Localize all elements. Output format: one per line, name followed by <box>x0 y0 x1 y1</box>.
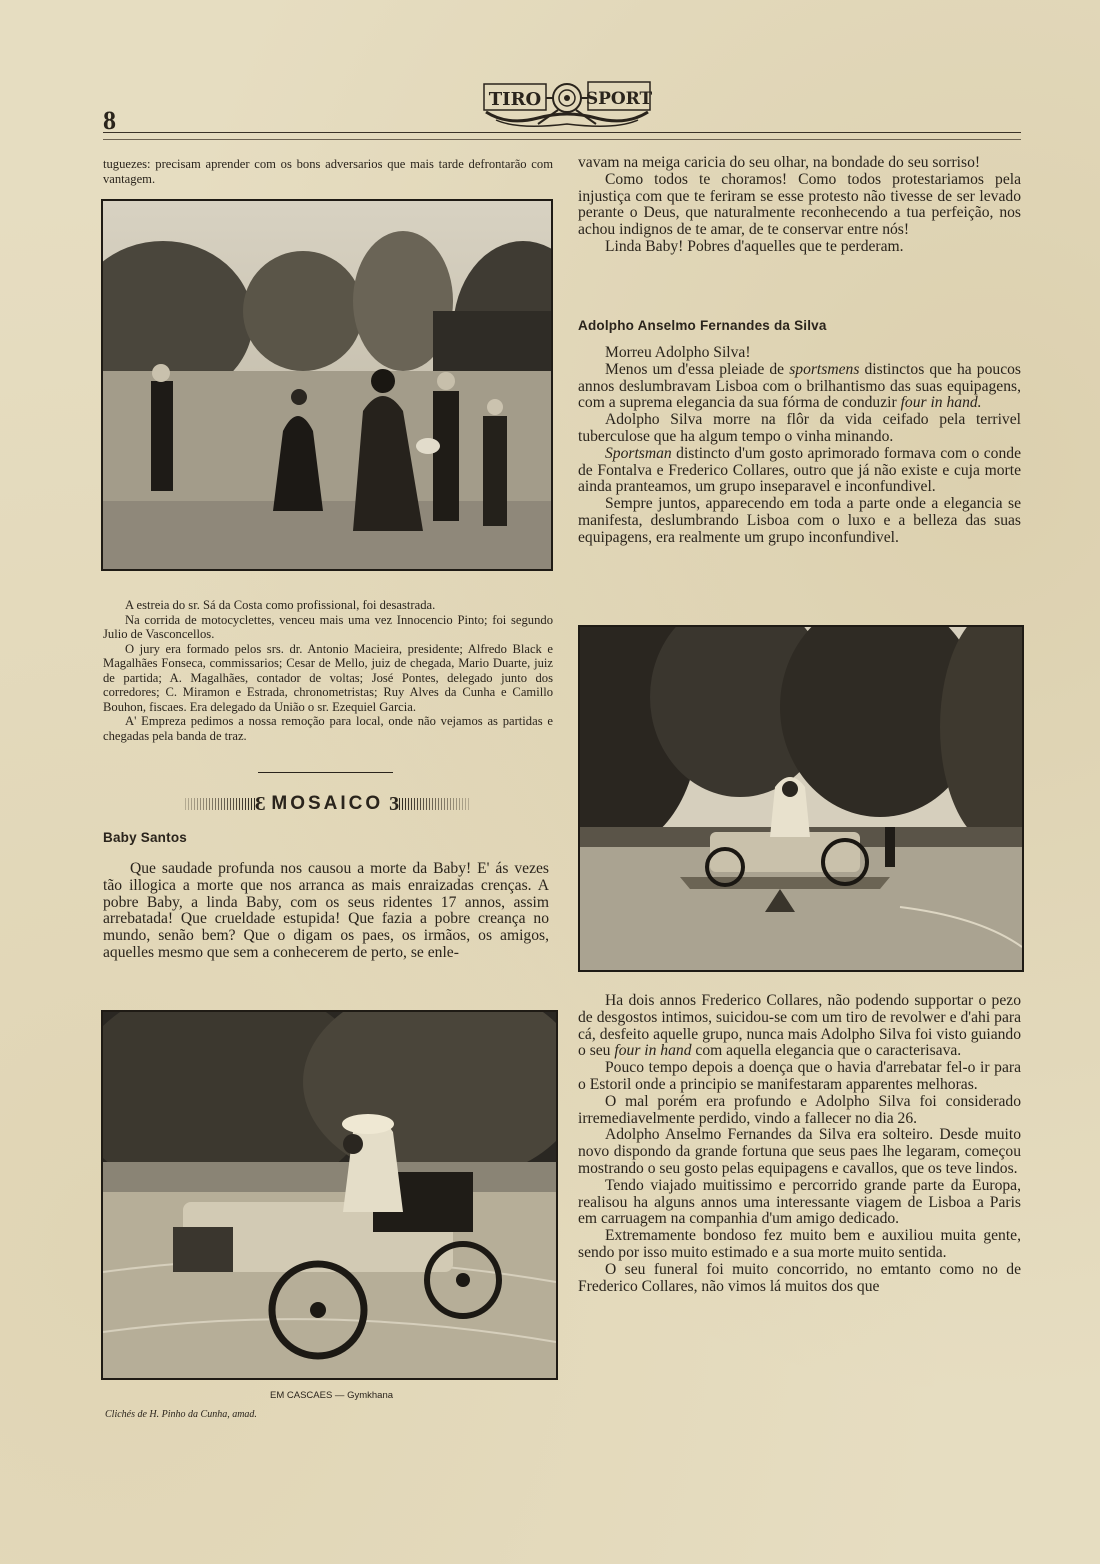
baby-heading-block <box>103 830 553 845</box>
adolpho-paragraph-5: Sempre juntos, apparecendo em toda a parte onde a elegancia se manifesta, deslumbrando Lisboa com o luxo e a belleza das suas equipagens, era realmente um grupo inconfundivel. <box>578 495 1021 546</box>
masthead-logo <box>478 72 656 130</box>
banner-ornament-right <box>399 798 469 810</box>
intro-paragraph: tuguezes: precisam aprender com os bons adversarios que mais tarde defrontarão com vantagem. <box>103 157 553 186</box>
photo-cascaes-gymkhana <box>101 1010 558 1380</box>
lower-p1-text-a: Ha dois annos Frederico Collares, não podendo supportar o pezo de desgostos intimos, suicidou-se com um tiro de revolwer e d'ahi para cá, desfeito aquelle grupo, nunca mais Adolpho Silva foi visto guiando o seu <box>578 992 1021 1060</box>
baby-continued-2: Como todos te choramos! Como todos protestariamos pela injustiça com que te feriram se esse protesto não tivesse de ser levado perante o Deus, que naturalmente reconhecendo a tua perfeição, nos achou indignos de te amar, de te conservar entre nós! <box>578 170 1021 239</box>
photo-race-officials-image <box>103 201 551 569</box>
header-rule-thin <box>103 139 1021 140</box>
baby-continued <box>578 155 1021 256</box>
lower-paragraph-6: Extremamente bondoso fez muito bem e auxiliou muita gente, sendo por isso muito estimado e a sua morte muito sentida. <box>578 1227 1021 1261</box>
race-paragraph-3: O jury era formado pelos srs. dr. Antonio Macieira, presidente; Alfredo Black e Magalhães Fonseca, commissarios; Cesar de Mello, juiz de chegada, Mario Duarte, juiz de partida; A. Magalhães, contador de voltas; José Pontes, delegado junto dos corredores; C. Miramon e Estrada, chronometristas; Ruy Alves da Cunha e Camillo Bouhon, fiscaes. Era delegado da União o sr. Ezequiel Garcia. <box>103 641 553 714</box>
race-paragraph-4: A' Empreza pedimos a nossa remoção para local, onde não vejamos as partidas e chegadas pela banda de traz. <box>103 714 553 743</box>
adolpho-p2-italic-a: sportsmens <box>789 360 860 378</box>
section-title: MOSAICO <box>271 793 384 814</box>
photo-car-ramp <box>578 625 1024 972</box>
adolpho-p2-text-b: distinctos que ha poucos annos deslumbravam Lisboa com o brilhantismo das suas equipagens, com a suprema elegancia da sua fórma de conduzir <box>578 360 1021 412</box>
banner-curl-right-icon: 3 <box>389 793 400 815</box>
race-report <box>103 598 553 743</box>
photo-cascaes-gymkhana-image <box>103 1012 556 1378</box>
adolpho-p2-text-a: Menos um d'essa pleiade de <box>605 360 790 378</box>
adolpho-paragraph-4 <box>578 446 1021 496</box>
photo-credit: Clichés de H. Pinho da Cunha, amad. <box>105 1409 257 1420</box>
race-paragraph-1: A estreia do sr. Sá da Costa como profissional, foi desastrada. <box>125 598 436 612</box>
photo-car-ramp-image <box>580 627 1022 970</box>
lower-p1-italic: four in hand <box>614 1042 692 1060</box>
adolpho-article-continued <box>578 993 1021 1295</box>
adolpho-paragraph-1: Morreu Adolpho Silva! <box>605 344 751 361</box>
baby-continued-1: vavam na meiga caricia do seu olhar, na bondade do seu sorriso! <box>578 154 981 171</box>
lower-paragraph-2: Pouco tempo depois a doença que o havia d'arrebatar fel-o ir para o Estoril onde a principio se manifestaram apparentes melhoras. <box>578 1059 1021 1093</box>
adolpho-heading-block <box>578 318 1021 333</box>
baby-heading: Baby Santos <box>103 830 187 845</box>
baby-article <box>103 861 549 962</box>
lower-p1-text-b: com aquella elegancia que o caracterisava. <box>691 1042 962 1060</box>
header-rule <box>103 132 1021 133</box>
adolpho-paragraph-3: Adolpho Silva morre na flôr da vida ceifado pela terrivel tuberculose que ha algum tempo o vinha minando. <box>578 411 1021 445</box>
banner-ornament-left <box>185 798 255 810</box>
lower-paragraph-1 <box>578 993 1021 1060</box>
lower-paragraph-4: Adolpho Anselmo Fernandes da Silva era solteiro. Desde muito novo dispondo da grande fortuna que seus paes lhe legaram, começou mostrando o seu gosto pelas equipagens e cavallos, que os teve lindos. <box>578 1126 1021 1177</box>
baby-continued-3: Linda Baby! Pobres d'aquelles que te perderam. <box>605 237 904 255</box>
lower-paragraph-3: O mal porém era profundo e Adolpho Silva foi considerado irremediavelmente perdido, vindo a fallecer no dia 26. <box>578 1092 1021 1127</box>
svg-text:TIRO: TIRO <box>488 89 542 110</box>
race-paragraph-2: Na corrida de motocyclettes, venceu mais uma vez Innocencio Pinto; foi segundo Julio de Vasconcellos. <box>103 612 553 641</box>
adolpho-heading: Adolpho Anselmo Fernandes da Silva <box>578 318 827 333</box>
photo-caption: EM CASCAES — Gymkhana <box>270 1390 394 1401</box>
masthead-logo-graphic <box>478 72 656 130</box>
intro-paragraph-block <box>103 157 553 186</box>
lower-paragraph-5: Tendo viajado muitissimo e percorrido grande parte da Europa, realisou ha alguns annos uma interessante viagem de Lisboa a Paris em carruagem na companhia d'um amigo dedicado. <box>578 1176 1021 1228</box>
lower-paragraph-7: O seu funeral foi muito concorrido, no emtanto como no de Frederico Collares, não vimos lá muitos dos que <box>578 1260 1021 1295</box>
banner-curl-left-icon: Ɛ <box>254 793 266 815</box>
photo-race-officials <box>101 199 553 571</box>
baby-text: Que saudade profunda nos causou a morte da Baby! E' ás vezes tão illogica a morte que nos arranca as mais enraizadas crenças. A pobre Baby, a linda Baby, com os seus ridentes 17 annos, assim arrebatada! Que crueldade estupida! Que fazia a pobre creança no mundo, senão bem? Que o digam os paes, os irmãos, os amigos, aquelles mesmo que sem a conhecerem de perto, se enle- <box>103 860 549 961</box>
adolpho-paragraph-2 <box>578 362 1021 412</box>
adolpho-p4-text: distincto d'um gosto aprimorado formava com o conde de Fontalva e Frederico Collares, outro que já não existe e cuja morte ainda pranteamos, um grupo inseparavel e inconfundivel. <box>578 444 1021 496</box>
section-divider <box>258 772 393 773</box>
section-banner <box>172 791 482 817</box>
adolpho-article <box>578 345 1021 547</box>
adolpho-p2-italic-b: four in hand. <box>900 394 982 412</box>
adolpho-p4-italic: Sportsman <box>605 444 672 462</box>
svg-text:SPORT: SPORT <box>585 89 653 109</box>
page-number: 8 <box>103 106 116 135</box>
